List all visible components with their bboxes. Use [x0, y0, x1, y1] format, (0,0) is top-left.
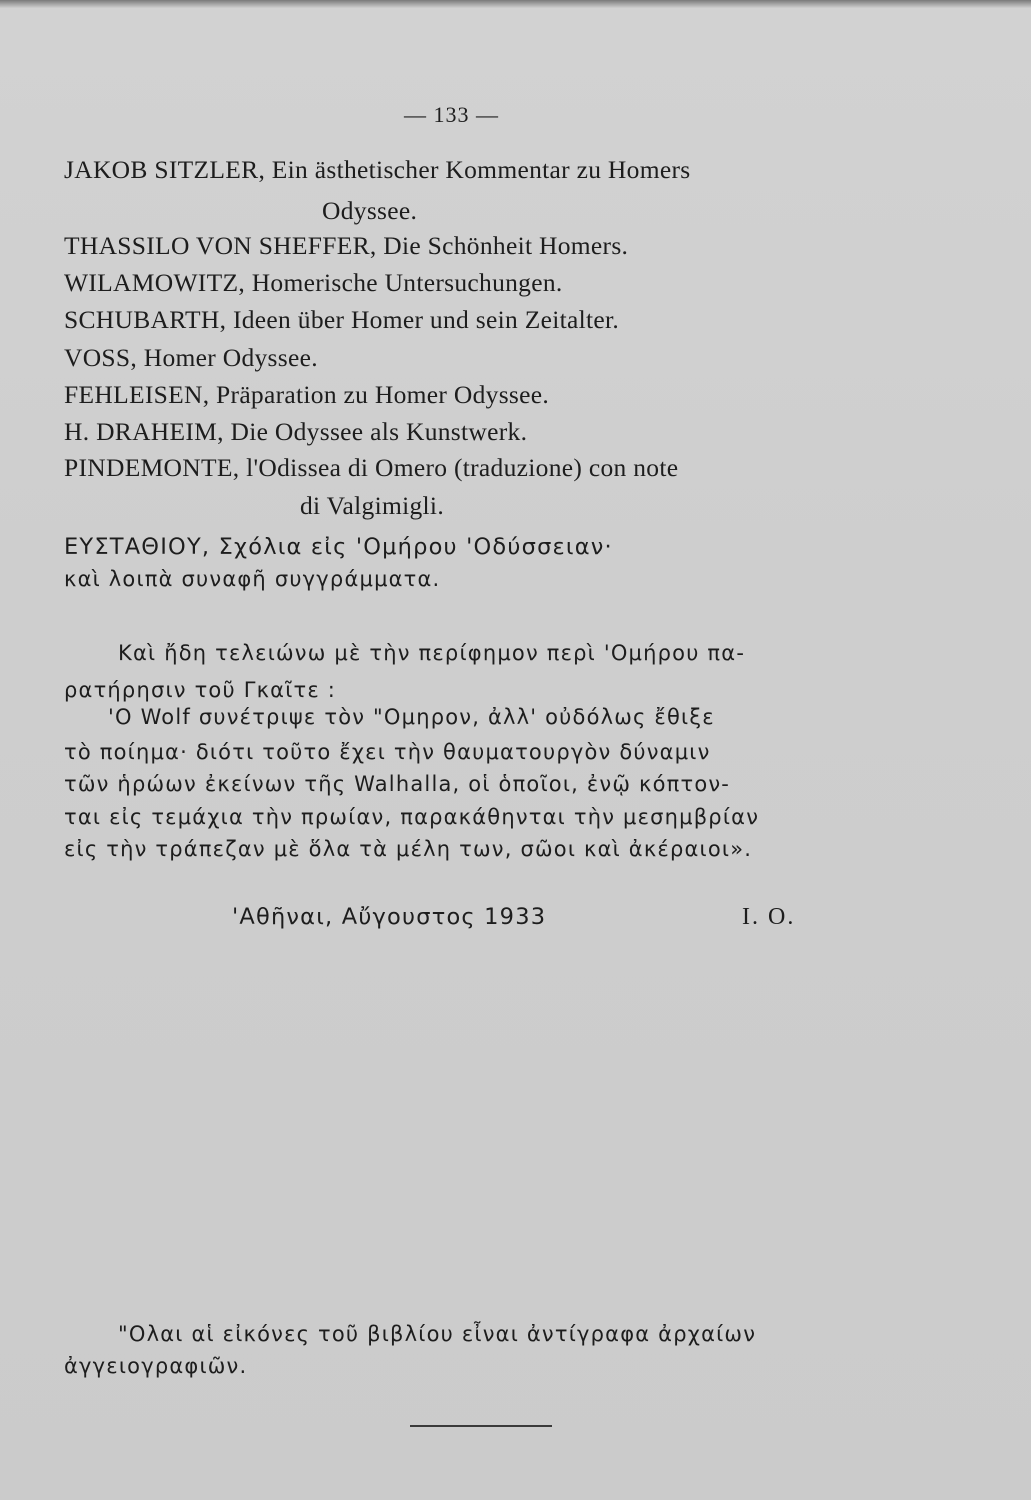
dateline: 'Αθῆναι, Αὔγουστος 1933 [232, 904, 547, 930]
bib-entry-voss: VOSS, Homer Odyssee. [64, 343, 318, 372]
paragraph-line: ρατήρησιν τοῦ Γκαῖτε : [64, 678, 337, 702]
signature: I. O. [742, 904, 796, 930]
bib-entry-schubarth: SCHUBARTH, Ideen über Homer und sein Zeitalter. [64, 305, 620, 334]
bib-entry-wilamowitz: WILAMOWITZ, Homerische Untersuchungen. [64, 268, 563, 297]
footnote-line: "Ολαι αἱ εἰκόνες τοῦ βιβλίου εἶναι ἀντίγραφα ἀρχαίων [118, 1322, 757, 1346]
bib-entry-sitzler-cont: Odyssee. [322, 196, 418, 225]
bib-entry-sheffer: THASSILO VON SHEFFER, Die Schönheit Homers. [64, 231, 629, 260]
bib-entry-fehleisen: FEHLEISEN, Präparation zu Homer Odyssee. [64, 380, 550, 409]
paragraph-line: 'Ο Wolf συνέτριψε τὸν "Ομηρον, ἀλλ' οὐδόλως ἔθιξε [108, 705, 715, 729]
bib-entry-sitzler: JAKOB SITZLER, Ein ästhetischer Kommentar zu Homers [64, 155, 691, 184]
paragraph-line: τὸ ποίημα· διότι τοῦτο ἔχει τὴν θαυματουργὸν δύναμιν [64, 740, 711, 764]
bib-entry-eustathiou-cont: καὶ λοιπὰ συναφῆ συγγράμματα. [64, 567, 441, 591]
bib-entry-eustathiou: ΕΥΣΤΑΘΙΟΥ, Σχόλια εἰς 'Ομήρου 'Οδύσσειαν· [64, 534, 613, 560]
paragraph-line: Καὶ ἤδη τελειώνω μὲ τὴν περίφημον περὶ 'Ομήρου πα- [118, 641, 746, 665]
page-edge [0, 0, 1031, 8]
footnote-line: ἀγγειογραφιῶν. [64, 1354, 248, 1378]
paragraph-line: εἰς τὴν τράπεζαν μὲ ὅλα τὰ μέλη των, σῶοι καὶ ἀκέραιοι». [64, 837, 753, 861]
bib-entry-draheim: H. DRAHEIM, Die Odyssee als Kunstwerk. [64, 417, 528, 446]
bib-entry-pindemonte: PINDEMONTE, l'Odissea di Omero (traduzione) con note [64, 453, 679, 482]
paragraph-line: τῶν ἡρώων ἐκείνων τῆς Walhalla, οἱ ὁποῖοι, ἐνῷ κόπτον- [64, 772, 731, 796]
bib-entry-pindemonte-cont: di Valgimigli. [300, 491, 444, 520]
paragraph-line: ται εἰς τεμάχια τὴν πρωίαν, παρακάθηνται τὴν μεσημβρίαν [64, 805, 760, 829]
page-number: — 133 — [404, 102, 499, 127]
separator-rule [410, 1425, 552, 1427]
